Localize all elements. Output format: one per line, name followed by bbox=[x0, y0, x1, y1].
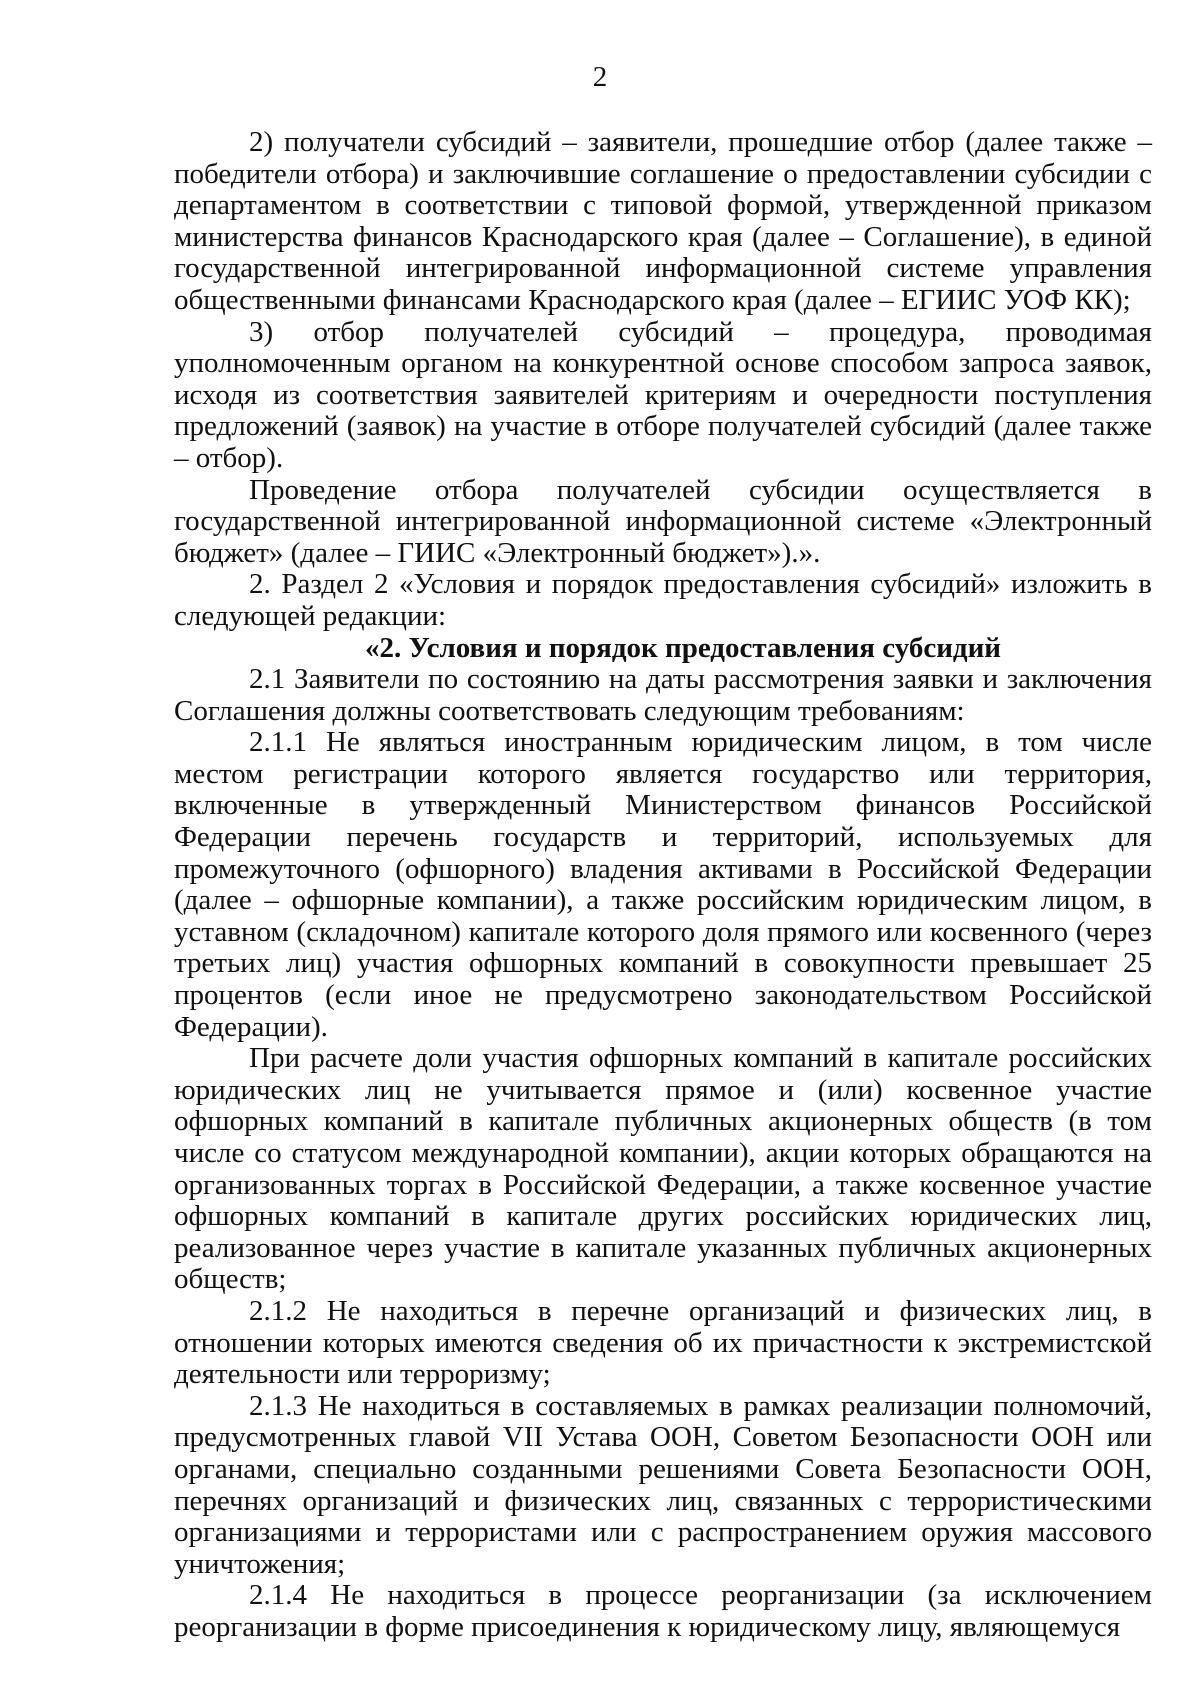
paragraph-2-1: 2.1 Заявители по состоянию на даты рассмотрения заявки и заключения Соглашения должны соответствовать следующим требованиям: bbox=[174, 663, 1152, 727]
paragraph-offshore-calculation: При расчете доли участия офшорных компаний в капитале российских юридических лиц не учитывается прямое и (или) косвенное участие офшорных компаний в капитале публичных акционерных обществ (в том числе со статусом международной компании), акции которых обращаются на организованных торгах в Российской Федерации, а также косвенное участие офшорных компаний в капитале других российских юридических лиц, реализованное через участие в капитале указанных публичных акционерных обществ; bbox=[174, 1042, 1152, 1296]
paragraph-recipients-definition: 2) получатели субсидий – заявители, прошедшие отбор (далее также – победители отбора) и заключившие соглашение о предоставлении субсидии с департаментом в соответствии с типовой формой, утвержденной приказом министерства финансов Краснодарского края (далее – Соглашение), в единой государственной интегрированной информационной системе управления общественными финансами Краснодарского края (далее – ЕГИИС УОФ КК); bbox=[174, 126, 1152, 316]
paragraph-2-1-2: 2.1.2 Не находиться в перечне организаций и физических лиц, в отношении которых имеются сведения об их причастности к экстремистской деятельности или терроризму; bbox=[174, 1294, 1152, 1391]
paragraph-section-amendment: 2. Раздел 2 «Условия и порядок предоставления субсидий» изложить в следующей редакции: bbox=[174, 568, 1152, 632]
paragraph-2-1-1: 2.1.1 Не являться иностранным юридическим лицом, в том числе местом регистрации которого является государство или территория, включенные в утвержденный Министерством финансов Российской Федерации перечень государств и территорий, используемых для промежуточного (офшорного) владения активами в Российской Федерации (далее – офшорные компании), а также российским юридическим лицом, в уставном (складочном) капитале которого доля прямого или косвенного (через третьих лиц) участия офшорных компаний в совокупности превышает 25 процентов (если иное не предусмотрено законодательством Российской Федерации). bbox=[174, 726, 1152, 1043]
section-heading: «2. Условия и порядок предоставления субсидий bbox=[364, 631, 1002, 664]
paragraph-selection-conduct: Проведение отбора получателей субсидии осуществляется в государственной интегрированной информационной системе «Электронный бюджет» (далее – ГИИС «Электронный бюджет»).». bbox=[174, 473, 1152, 569]
paragraph-2-1-4: 2.1.4 Не находиться в процессе реорганизации (за исключением реорганизации в форме присоединения к юридическому лицу, являющемуся bbox=[174, 1579, 1152, 1643]
paragraph-2-1-3: 2.1.3 Не находиться в составляемых в рамках реализации полномочий, предусмотренных главой VII Устава ООН, Советом Безопасности ООН или органами, специально созданными решениями Совета Безопасности ООН, перечнях организаций и физических лиц, связанных с террористическими организациями и террористами или с распространением оружия массового уничтожения; bbox=[174, 1389, 1152, 1580]
document-body bbox=[174, 127, 1152, 1644]
page-number: 2 bbox=[592, 61, 608, 93]
paragraph-selection-definition: 3) отбор получателей субсидий – процедура, проводимая уполномоченным органом на конкурентной основе способом запроса заявок, исходя из соответствия заявителей критериям и очередности поступления предложений (заявок) на участие в отборе получателей субсидий (далее также – отбор). bbox=[174, 315, 1152, 474]
